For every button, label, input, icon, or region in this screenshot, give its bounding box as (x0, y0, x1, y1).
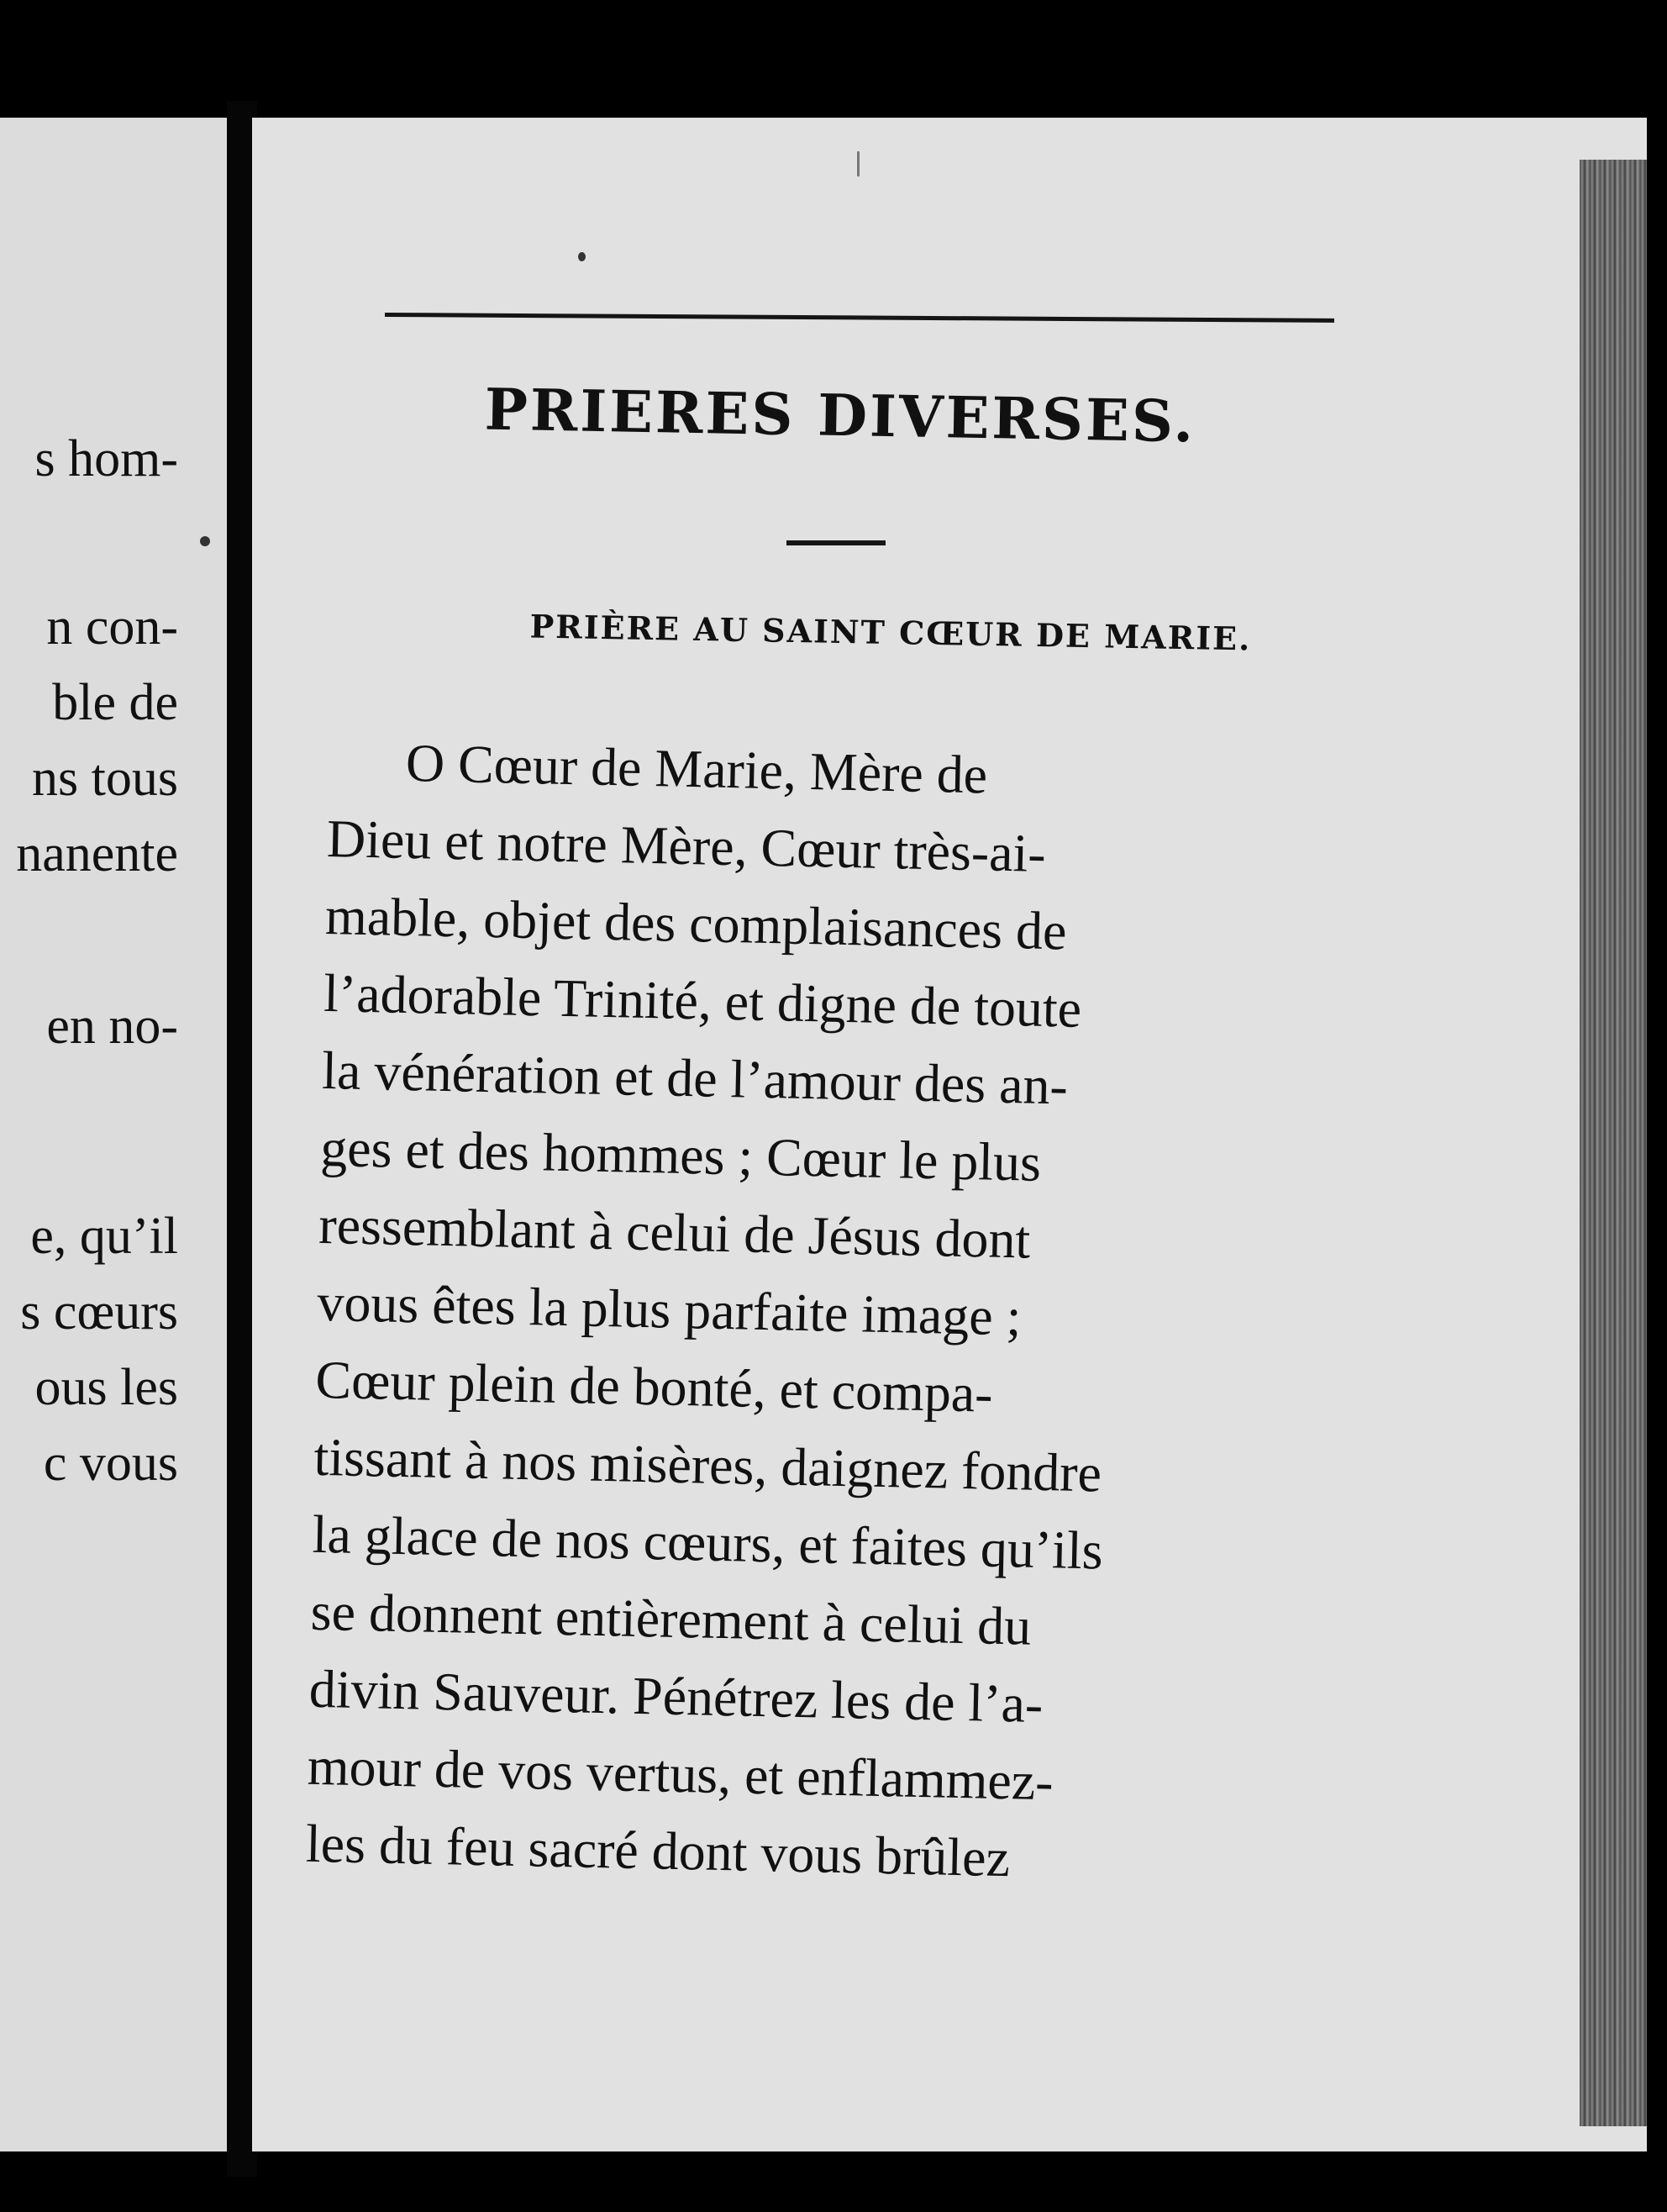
page-edge (1580, 160, 1647, 2126)
right-page (252, 118, 1647, 2151)
body-line: Dieu et notre Mère, Cœur très-ai- (326, 808, 1047, 883)
left-page-line: ous les (34, 1359, 178, 1416)
left-page-line: e, qu’il (30, 1208, 178, 1265)
body-line: vous êtes la plus parfaite image ; (316, 1272, 1023, 1347)
left-page-fragment (0, 118, 230, 2151)
header-rule (385, 313, 1334, 323)
body-line: ges et des hommes ; Cœur le plus (319, 1117, 1042, 1193)
prayer-body (305, 723, 1413, 1905)
body-line: divin Sauveur. Pénétrez les de l’a- (308, 1658, 1044, 1735)
body-line: l’adorable Trinité, et digne de toute (323, 962, 1082, 1039)
ink-speck (200, 536, 210, 546)
body-line: ressemblant à celui de Jésus dont (318, 1194, 1032, 1270)
left-page-line: s hom- (34, 430, 178, 487)
body-line: la vénération et de l’amour des an- (321, 1040, 1069, 1116)
prayer-heading: PRIÈRE AU SAINT CŒUR DE MARIE. (529, 607, 1252, 658)
title-separator (786, 540, 886, 545)
body-line: la glace de nos cœurs, et faites qu’ils (312, 1504, 1104, 1581)
left-page-line: ns tous (32, 750, 178, 807)
ink-speck (578, 252, 586, 261)
left-page-line: en no- (46, 998, 178, 1055)
ink-speck (857, 151, 860, 176)
left-page-line: n con- (46, 598, 178, 656)
left-page-line: nanente (16, 825, 178, 882)
body-line: les du feu sacré dont vous brûlez (305, 1813, 1011, 1888)
body-line: O Cœur de Marie, Mère de (405, 732, 988, 805)
page-title: PRIERES DIVERSES. (484, 376, 1196, 456)
body-line: mable, objet des complaisances de (324, 885, 1068, 961)
body-line: tissant à nos misères, daignez fondre (313, 1426, 1102, 1504)
body-line: Cœur plein de bonté, et compa- (314, 1349, 994, 1424)
left-page-line: c vous (43, 1435, 178, 1492)
body-line: se donnent entièrement à celui du (310, 1581, 1032, 1656)
body-line: mour de vos vertus, et enflammez- (307, 1735, 1054, 1812)
left-page-line: ble de (52, 674, 178, 731)
left-page-line: s cœurs (20, 1283, 178, 1340)
